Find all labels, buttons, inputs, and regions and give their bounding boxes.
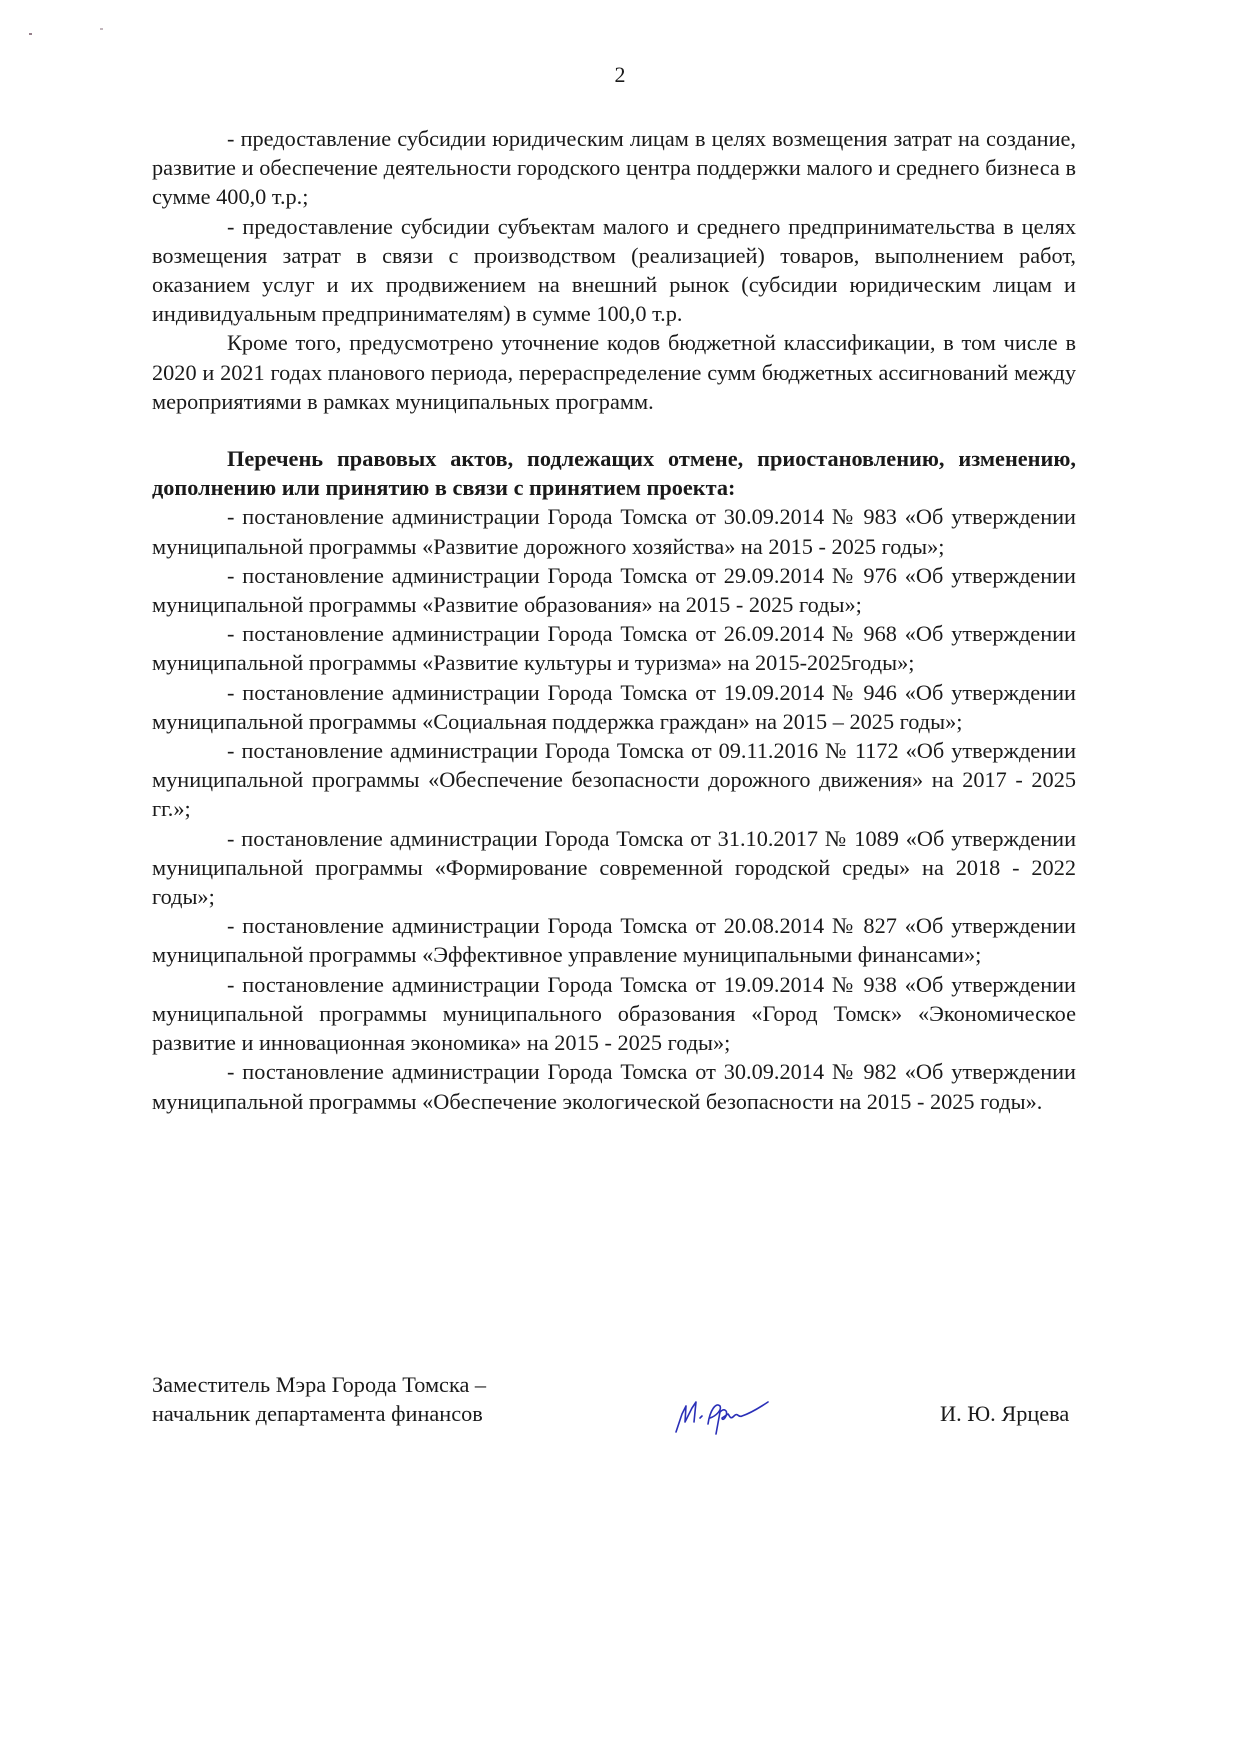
signer-title [152,1370,486,1428]
paragraph: - предоставление субсидии юридическим лицам в целях возмещения затрат на создание, развитие и обеспечение деятельности городского центра поддержки малого и среднего бизнеса в сумме 400,0 т.р.; [152,126,1076,210]
document-body [152,124,1076,1116]
paragraph: - предоставление субсидии субъектам малого и среднего предпринимательства в целях возмещения затрат в связи с производством (реализацией) товаров, выполнением работ, оказанием услуг и их продвижением на внешний рынок (субсидии юридическим лицам и индивидуальным предпринимателям) в сумме 100,0 т.р. [152,213,1076,327]
scan-speck [29,33,32,35]
section-heading: Перечень правовых актов, подлежащих отмене, приостановлению, изменению, дополнению или принятию в связи с принятием проекта: [152,446,1076,501]
list-item: - постановление администрации Города Томска от 29.09.2014 № 976 «Об утверждении муниципальной программы «Развитие образования» на 2015 - 2025 годы»; [152,562,1076,618]
signer-name: И. Ю. Ярцева [940,1401,1070,1426]
list-item: - постановление администрации Города Томска от 31.10.2017 № 1089 «Об утверждении муниципальной программы «Формирование современной городской среды» на 2018 - 2022 годы»; [152,825,1076,910]
list-item: - постановление администрации Города Томска от 30.09.2014 № 983 «Об утверждении муниципальной программы «Развитие дорожного хозяйства» на 2015 - 2025 годы»; [152,504,1076,559]
legal-acts-list [152,502,1076,1115]
list-item: - постановление администрации Города Томска от 19.09.2014 № 946 «Об утверждении муниципальной программы «Социальная поддержка граждан» на 2015 – 2025 годы»; [152,679,1076,734]
list-item: - постановление администрации Города Томска от 26.09.2014 № 968 «Об утверждении муниципальной программы «Развитие культуры и туризма» на 2015-2025годы»; [152,621,1076,676]
signature-block [152,1370,1076,1440]
paragraph: Кроме того, предусмотрено уточнение кодов бюджетной классификации, в том числе в 2020 и 2021 годах планового периода, перераспределение сумм бюджетных ассигнований между мероприятиями в рамках муниципальных программ. [152,330,1076,414]
list-item: - постановление администрации Города Томска от 09.11.2016 № 1172 «Об утверждении муниципальной программы «Обеспечение безопасности дорожного движения» на 2017 - 2025 гг.»; [152,738,1076,822]
handwritten-signature-icon [672,1388,792,1438]
list-item: - постановление администрации Города Томска от 19.09.2014 № 938 «Об утверждении муниципальной программы муниципального образования «Город Томск» «Экономическое развитие и инновационная экономика» на 2015 - 2025 годы»; [152,971,1076,1056]
page-number: 2 [614,62,626,87]
signer-title-line: Заместитель Мэра Города Томска – [152,1372,487,1397]
scan-speck [100,28,103,30]
signer-title-line: начальник департамента финансов [152,1401,483,1426]
list-item: - постановление администрации Города Томска от 20.08.2014 № 827 «Об утверждении муниципальной программы «Эффективное управление муниципальными финансами»; [152,913,1076,968]
list-item: - постановление администрации Города Томска от 30.09.2014 № 982 «Об утверждении муниципальной программы «Обеспечение экологической безопасности на 2015 - 2025 годы». [152,1059,1076,1114]
